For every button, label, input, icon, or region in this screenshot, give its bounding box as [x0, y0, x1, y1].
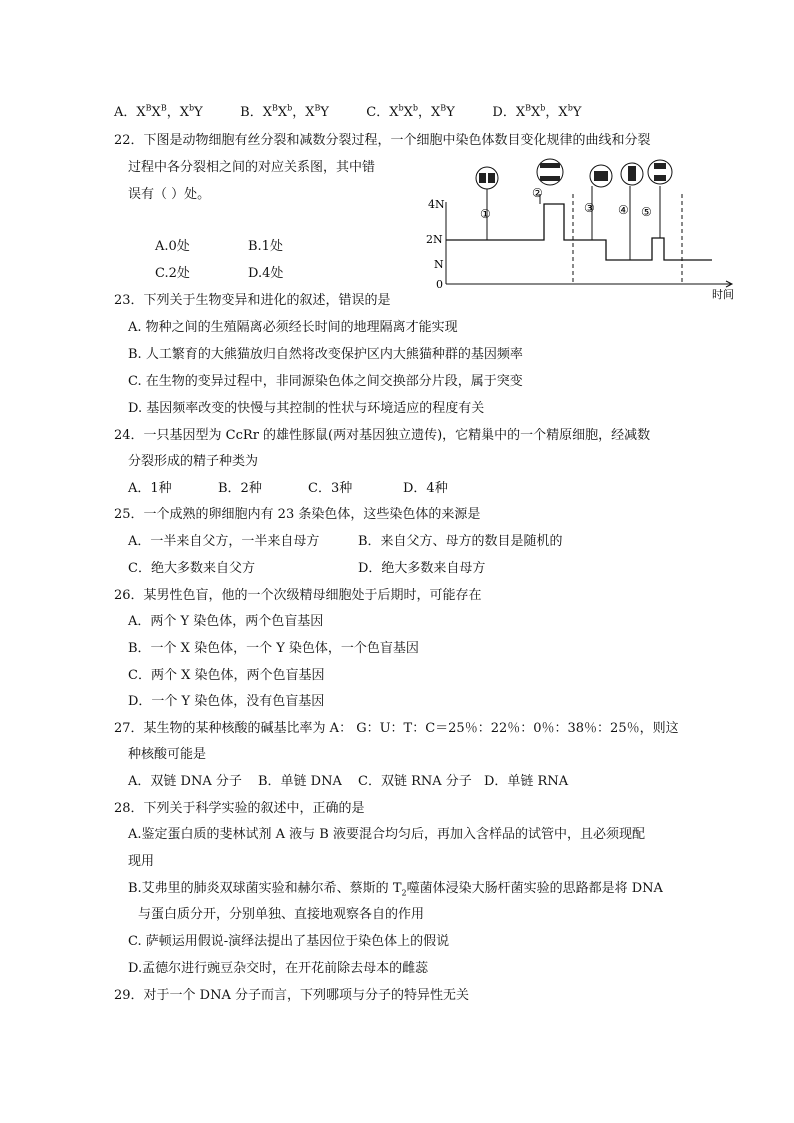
q26-option-a: A．两个 Y 染色体，两个色盲基因 [128, 614, 324, 629]
marker-2: ② [532, 186, 543, 200]
q24-option-d: D．4种 [403, 481, 448, 496]
q27-option-a: A．双链 DNA 分子 [128, 774, 242, 789]
q26-stem: 26．某男性色盲，他的一个次级精母细胞处于后期时，可能存在 [114, 588, 482, 603]
q27-option-b: B．单链 DNA [258, 774, 342, 789]
q27-stem-line1: 27．某生物的某种核酸的碱基比率为 A： G：U：T：C＝25％：22％：0％：38％：25％，则这 [114, 721, 679, 736]
cell-5-top [654, 163, 666, 169]
q26-option-c: C．两个 X 染色体，两个色盲基因 [128, 668, 325, 683]
q21-options [114, 104, 581, 122]
q28-option-a-line1: A.鉴定蛋白质的斐林试剂 A 液与 B 液要混合均匀后，再加入含样品的试管中，且必须现配 [128, 827, 645, 842]
q25-option-d: D．绝大多数来自母方 [358, 561, 486, 576]
q25-option-c: C．绝大多数来自父方 [128, 561, 255, 576]
q21-option-d: D．$X^BX^b$，$X^bY$ [492, 103, 582, 120]
q22-stem-line2: 过程中各分裂相之间的对应关系图，其中错 [128, 160, 376, 175]
q29-stem: 29．对于一个 DNA 分子而言，下列哪项与分子的特异性无关 [114, 988, 469, 1003]
q27-options [128, 773, 568, 791]
q22-stem-line1: 22．下图是动物细胞有丝分裂和减数分裂过程，一个细胞中染色体数目变化规律的曲线和分裂 [114, 133, 651, 148]
q23-option-b: B. 人工繁育的大熊猫放归自然将改变保护区内大熊猫种群的基因频率 [128, 347, 523, 362]
q25-option-a: A．一半来自父方，一半来自母方 [128, 534, 320, 549]
q24-option-a: A．1种 [128, 481, 172, 496]
y-label-4n: 4N [428, 198, 445, 211]
q27-stem-line2: 种核酸可能是 [128, 747, 207, 762]
q25-options-row2 [128, 560, 485, 578]
marker-5: ⑤ [641, 205, 652, 219]
marker-1: ① [480, 207, 491, 221]
marker-3: ③ [584, 201, 595, 215]
q22-stem-line3: 误有（ ）处。 [128, 187, 211, 202]
q25-options-row1 [128, 533, 563, 551]
q27-option-c: C．双链 RNA 分子 [358, 774, 472, 789]
q24-options [128, 480, 448, 498]
cell-5-bottom [654, 175, 666, 181]
q21-option-b: B．$X^BX^b$，$X^BY$ [240, 103, 330, 120]
q22-option-a: A.0处 [155, 239, 190, 254]
q24-stem-line1: 24．一只基因型为 CcRr 的雄性豚鼠(两对基因独立遗传)，它精巢中的一个精原细胞，经减数 [114, 428, 651, 443]
cell-1-chromosomes-b [488, 173, 495, 183]
y-label-zero: 0 [436, 278, 443, 291]
q25-option-b: B．来自父方、母方的数目是随机的 [358, 534, 563, 549]
q28-option-b-line2: 与蛋白质分开，分别单独、直接地观察各自的作用 [138, 907, 425, 922]
q23-option-a: A. 物种之间的生殖隔离必须经长时间的地理隔离才能实现 [128, 320, 458, 335]
q24-option-b: B．2种 [218, 481, 262, 496]
q28-stem: 28．下列关于科学实验的叙述中，正确的是 [114, 801, 365, 816]
cell-2 [537, 159, 563, 185]
cell-2-bottom [540, 176, 560, 181]
q24-stem-line2: 分裂形成的精子种类为 [128, 454, 259, 469]
q28-option-b-line1: B.艾弗里的肺炎双球菌实验和赫尔希、蔡斯的 $T_2$噬菌体浸染大肠杆菌实验的思路都是将 DNA [128, 881, 663, 898]
q22-chromosome-figure [420, 150, 750, 300]
q24-option-c: C．3种 [308, 481, 353, 496]
q23-option-d: D. 基因频率改变的快慢与其控制的性状与环境适应的程度有关 [128, 401, 485, 416]
cell-1-chromosomes [479, 173, 486, 183]
y-label-2n: 2N [426, 233, 443, 246]
q26-option-d: D．一个 Y 染色体，没有色盲基因 [128, 694, 325, 709]
q28-option-c: C. 萨顿运用假说-演绎法提出了基因位于染色体上的假说 [128, 934, 450, 949]
q22-option-d: D.4处 [248, 266, 284, 281]
q27-option-d: D．单链 RNA [484, 774, 569, 789]
cell-3-chromosomes [594, 171, 608, 181]
q28-option-a-line2: 现用 [128, 854, 155, 869]
q23-option-c: C. 在生物的变异过程中，非同源染色体之间交换部分片段，属于突变 [128, 374, 523, 389]
marker-4: ④ [618, 203, 629, 217]
x-label-time: 时间 [712, 288, 734, 300]
q23-stem: 23．下列关于生物变异和进化的叙述，错误的是 [114, 293, 391, 308]
q25-stem: 25．一个成熟的卵细胞内有 23 条染色体，这些染色体的来源是 [114, 507, 481, 522]
q21-option-a: A．$X^BX^B$，$X^bY$ [114, 103, 203, 120]
cell-4-chromosomes [628, 166, 636, 181]
q26-option-b: B．一个 X 染色体，一个 Y 染色体，一个色盲基因 [128, 641, 419, 656]
q28-option-d: D.孟德尔进行豌豆杂交时，在开花前除去母本的雌蕊 [128, 961, 429, 976]
q21-option-c: C．$X^bX^b$，$X^BY$ [366, 103, 455, 120]
q22-option-c: C.2处 [155, 266, 190, 281]
cell-2-top [540, 163, 560, 168]
y-label-n: N [434, 258, 444, 271]
q22-option-b: B.1处 [248, 239, 283, 254]
